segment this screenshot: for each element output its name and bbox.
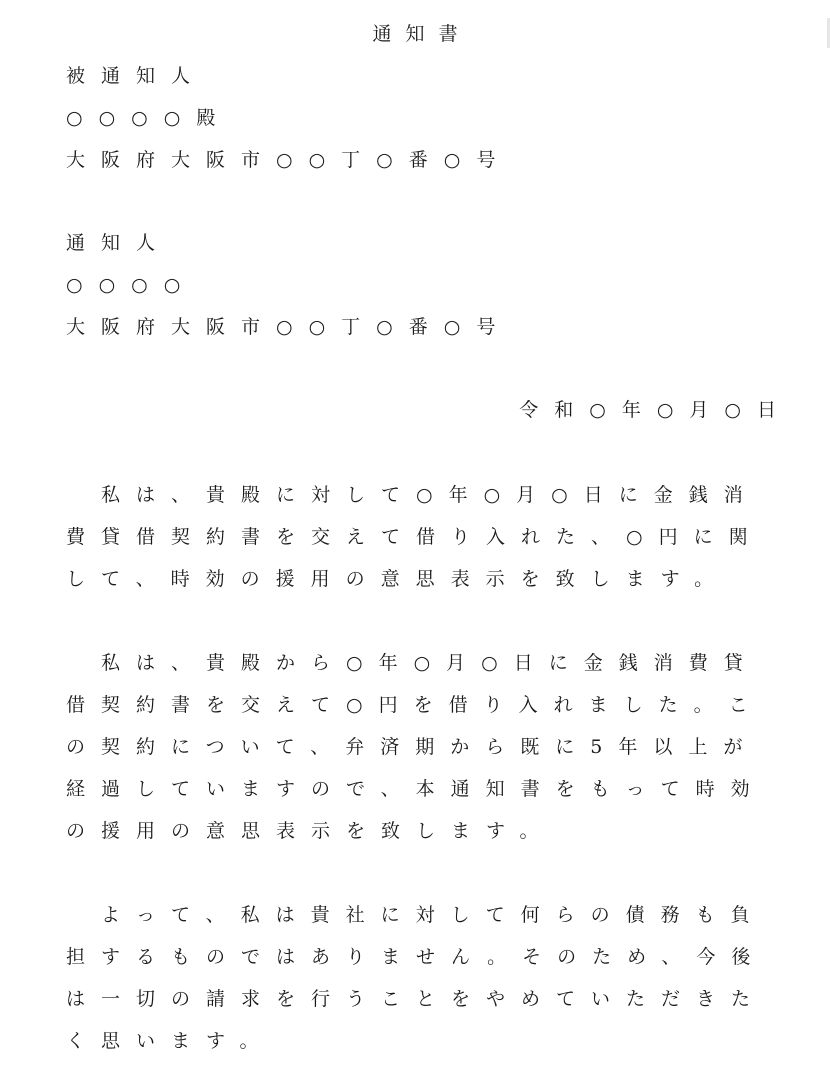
document-title: 通知書 <box>372 23 472 45</box>
paragraph2-line: 経過していますので、本通知書をもって時効 <box>66 778 766 800</box>
paragraph2-line: の援用の意思表示を致します。 <box>66 820 555 842</box>
paragraph2-line: 借契約書を交えて○円を借り入れました。こ <box>66 694 764 716</box>
paragraph3-line: く思います。 <box>66 1030 275 1052</box>
sender-role: 通知人 <box>66 232 172 254</box>
paragraph1-line: 私は、貴殿に対して○年○月○日に金銭消 <box>66 484 759 506</box>
paragraph3-line: よって、私は貴社に対して何らの債務も負 <box>66 904 766 926</box>
recipient-address: 大阪府大阪市○○丁○番○号 <box>66 149 512 171</box>
paragraph3-line: は一切の請求を行うことをやめていただきた <box>66 988 767 1010</box>
paragraph3-line: 担するものではありません。そのため、今後 <box>66 946 767 968</box>
paragraph1-line: して、時効の援用の意思表示を致します。 <box>66 568 730 590</box>
recipient-role: 被通知人 <box>66 65 207 87</box>
paragraph2-line: の契約について、弁済期から既に5年以上が <box>66 736 759 758</box>
paragraph2-line: 私は、貴殿から○年○月○日に金銭消費貸 <box>66 652 759 674</box>
document-date: 令和○年○月○日 <box>519 399 792 421</box>
recipient-name: ○○○○殿 <box>66 107 232 129</box>
sender-address: 大阪府大阪市○○丁○番○号 <box>66 316 512 338</box>
paragraph1-line: 費貸借契約書を交えて借り入れた、○円に関 <box>66 526 764 548</box>
sender-name: ○○○○ <box>66 274 197 296</box>
